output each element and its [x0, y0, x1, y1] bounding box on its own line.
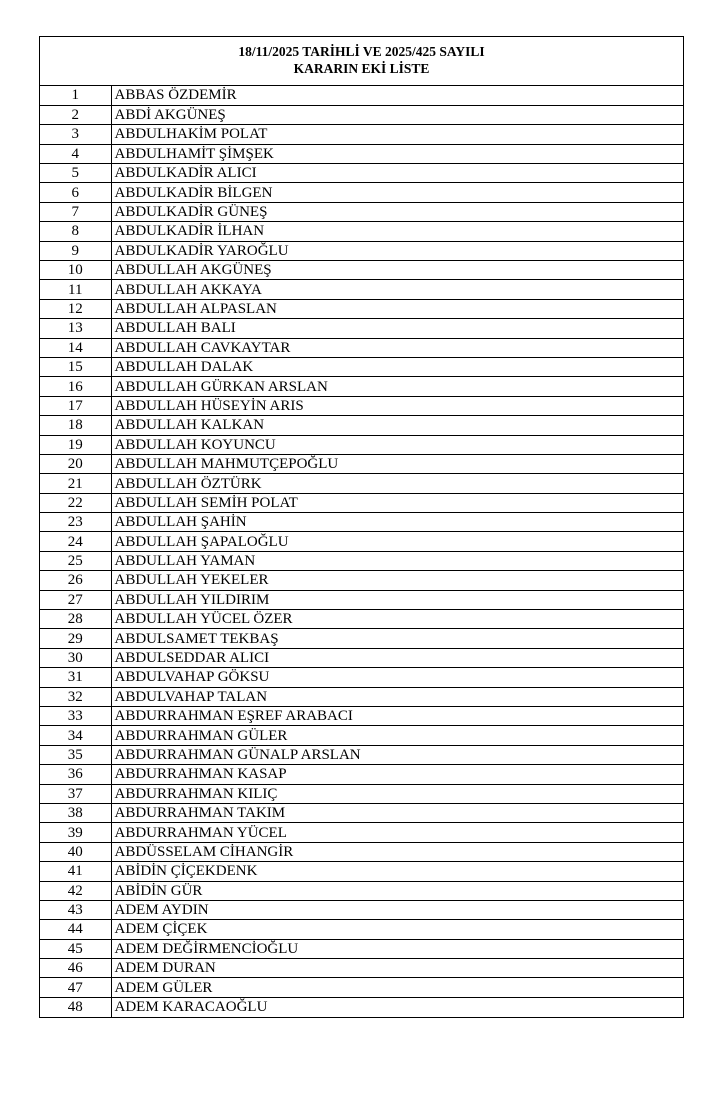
row-name: ABDULLAH ÖZTÜRK [111, 474, 683, 493]
table-row [40, 105, 683, 124]
row-number: 23 [40, 513, 111, 532]
row-number: 36 [40, 765, 111, 784]
table-row [40, 513, 683, 532]
row-number: 11 [40, 280, 111, 299]
table-row [40, 687, 683, 706]
row-number: 38 [40, 803, 111, 822]
row-name: ABDULHAKİM POLAT [111, 125, 683, 144]
row-number: 47 [40, 978, 111, 997]
row-name: ABDULSAMET TEKBAŞ [111, 629, 683, 648]
table-row [40, 377, 683, 396]
row-number: 19 [40, 435, 111, 454]
row-name: ABDULKADİR BİLGEN [111, 183, 683, 202]
table-row [40, 726, 683, 745]
row-number: 32 [40, 687, 111, 706]
table-row [40, 280, 683, 299]
row-name: ABDULLAH YÜCEL ÖZER [111, 610, 683, 629]
row-name: ADEM KARACAOĞLU [111, 997, 683, 1016]
row-number: 25 [40, 551, 111, 570]
row-number: 37 [40, 784, 111, 803]
table-row [40, 299, 683, 318]
row-number: 30 [40, 648, 111, 667]
row-number: 28 [40, 610, 111, 629]
table-row [40, 668, 683, 687]
table-row [40, 803, 683, 822]
row-number: 27 [40, 590, 111, 609]
row-name: ABDULLAH SEMİH POLAT [111, 493, 683, 512]
row-number: 18 [40, 416, 111, 435]
table-row [40, 842, 683, 861]
row-name: ABDURRAHMAN GÜNALP ARSLAN [111, 745, 683, 764]
row-name: ABDURRAHMAN KILIÇ [111, 784, 683, 803]
row-name: ABDULKADİR ALICI [111, 164, 683, 183]
row-number: 41 [40, 862, 111, 881]
row-number: 31 [40, 668, 111, 687]
table-row [40, 164, 683, 183]
table-row [40, 357, 683, 376]
row-number: 42 [40, 881, 111, 900]
table-row [40, 610, 683, 629]
row-number: 5 [40, 164, 111, 183]
row-number: 13 [40, 319, 111, 338]
row-name: ADEM AYDIN [111, 900, 683, 919]
name-list-table [40, 86, 683, 1017]
row-number: 15 [40, 357, 111, 376]
table-row [40, 144, 683, 163]
row-number: 16 [40, 377, 111, 396]
row-name: ABDULHAMİT ŞİMŞEK [111, 144, 683, 163]
row-name: ABDULVAHAP TALAN [111, 687, 683, 706]
row-name: ABDULVAHAP GÖKSU [111, 668, 683, 687]
row-number: 20 [40, 454, 111, 473]
row-number: 8 [40, 222, 111, 241]
row-number: 33 [40, 707, 111, 726]
table-row [40, 862, 683, 881]
row-number: 29 [40, 629, 111, 648]
table-row [40, 416, 683, 435]
row-number: 21 [40, 474, 111, 493]
row-name: ABDULLAH AKKAYA [111, 280, 683, 299]
row-number: 12 [40, 299, 111, 318]
row-number: 17 [40, 396, 111, 415]
table-row [40, 319, 683, 338]
row-name: ADEM DEĞİRMENCİOĞLU [111, 939, 683, 958]
table-row [40, 125, 683, 144]
table-row [40, 493, 683, 512]
list-document [39, 36, 684, 1018]
row-number: 48 [40, 997, 111, 1016]
table-row [40, 435, 683, 454]
row-name: ABDURRAHMAN GÜLER [111, 726, 683, 745]
table-row [40, 881, 683, 900]
table-row [40, 920, 683, 939]
row-name: ABDULLAH ALPASLAN [111, 299, 683, 318]
row-name: ABİDİN ÇİÇEKDENK [111, 862, 683, 881]
table-row [40, 784, 683, 803]
row-number: 46 [40, 959, 111, 978]
table-row [40, 551, 683, 570]
row-name: ABDULLAH MAHMUTÇEPOĞLU [111, 454, 683, 473]
row-name: ABDURRAHMAN KASAP [111, 765, 683, 784]
row-name: ABDULLAH YEKELER [111, 571, 683, 590]
row-number: 3 [40, 125, 111, 144]
row-name: ABİDİN GÜR [111, 881, 683, 900]
row-number: 9 [40, 241, 111, 260]
table-row [40, 222, 683, 241]
table-row [40, 939, 683, 958]
row-number: 22 [40, 493, 111, 512]
row-number: 14 [40, 338, 111, 357]
table-row [40, 959, 683, 978]
row-number: 43 [40, 900, 111, 919]
row-name: ABDULKADİR İLHAN [111, 222, 683, 241]
table-row [40, 86, 683, 105]
row-name: ABDURRAHMAN TAKIM [111, 803, 683, 822]
table-row [40, 823, 683, 842]
title-line-2: KARARIN EKİ LİSTE [293, 61, 430, 76]
row-number: 24 [40, 532, 111, 551]
title-line-1: 18/11/2025 TARİHLİ VE 2025/425 SAYILI [238, 44, 485, 59]
row-name: ABDULLAH YAMAN [111, 551, 683, 570]
row-name: ABDULLAH GÜRKAN ARSLAN [111, 377, 683, 396]
row-name: ABDULLAH ŞAHİN [111, 513, 683, 532]
table-row [40, 707, 683, 726]
row-name: ABDULKADİR YAROĞLU [111, 241, 683, 260]
row-name: ABDULSEDDAR ALICI [111, 648, 683, 667]
table-row [40, 183, 683, 202]
row-name: ABDİ AKGÜNEŞ [111, 105, 683, 124]
row-number: 45 [40, 939, 111, 958]
row-number: 40 [40, 842, 111, 861]
row-name: ABDULLAH DALAK [111, 357, 683, 376]
row-name: ABDULLAH CAVKAYTAR [111, 338, 683, 357]
table-row [40, 978, 683, 997]
table-row [40, 629, 683, 648]
row-name: ABDULLAH KOYUNCU [111, 435, 683, 454]
row-number: 35 [40, 745, 111, 764]
row-name: ABDURRAHMAN EŞREF ARABACI [111, 707, 683, 726]
table-row [40, 571, 683, 590]
row-number: 34 [40, 726, 111, 745]
table-row [40, 261, 683, 280]
table-row [40, 474, 683, 493]
row-name: ABDULLAH HÜSEYİN ARIS [111, 396, 683, 415]
table-body [40, 86, 683, 1017]
table-row [40, 900, 683, 919]
row-name: ABDULKADİR GÜNEŞ [111, 202, 683, 221]
row-number: 4 [40, 144, 111, 163]
row-name: ABDULLAH KALKAN [111, 416, 683, 435]
row-number: 44 [40, 920, 111, 939]
row-name: ABBAS ÖZDEMİR [114, 87, 237, 104]
row-number: 39 [40, 823, 111, 842]
row-number: 2 [40, 105, 111, 124]
row-name: ADEM GÜLER [111, 978, 683, 997]
row-number: 10 [40, 261, 111, 280]
table-row [40, 532, 683, 551]
table-row [40, 765, 683, 784]
row-name: ABDULLAH BALI [111, 319, 683, 338]
table-row [40, 745, 683, 764]
row-number: 26 [40, 571, 111, 590]
table-row [40, 396, 683, 415]
row-name: ABDULLAH ŞAPALOĞLU [111, 532, 683, 551]
table-row [40, 202, 683, 221]
document-title [40, 37, 683, 86]
row-number: 6 [40, 183, 111, 202]
row-name: ABDULLAH AKGÜNEŞ [111, 261, 683, 280]
table-row [40, 997, 683, 1016]
table-row [40, 590, 683, 609]
table-row [40, 241, 683, 260]
row-name: ABDÜSSELAM CİHANGİR [111, 842, 683, 861]
row-name: ADEM ÇİÇEK [111, 920, 683, 939]
row-name: ABDURRAHMAN YÜCEL [111, 823, 683, 842]
row-name: ABDULLAH YILDIRIM [111, 590, 683, 609]
row-name: ADEM DURAN [111, 959, 683, 978]
table-row [40, 338, 683, 357]
row-number: 7 [40, 202, 111, 221]
row-number: 1 [40, 86, 111, 105]
table-row [40, 454, 683, 473]
table-row [40, 648, 683, 667]
